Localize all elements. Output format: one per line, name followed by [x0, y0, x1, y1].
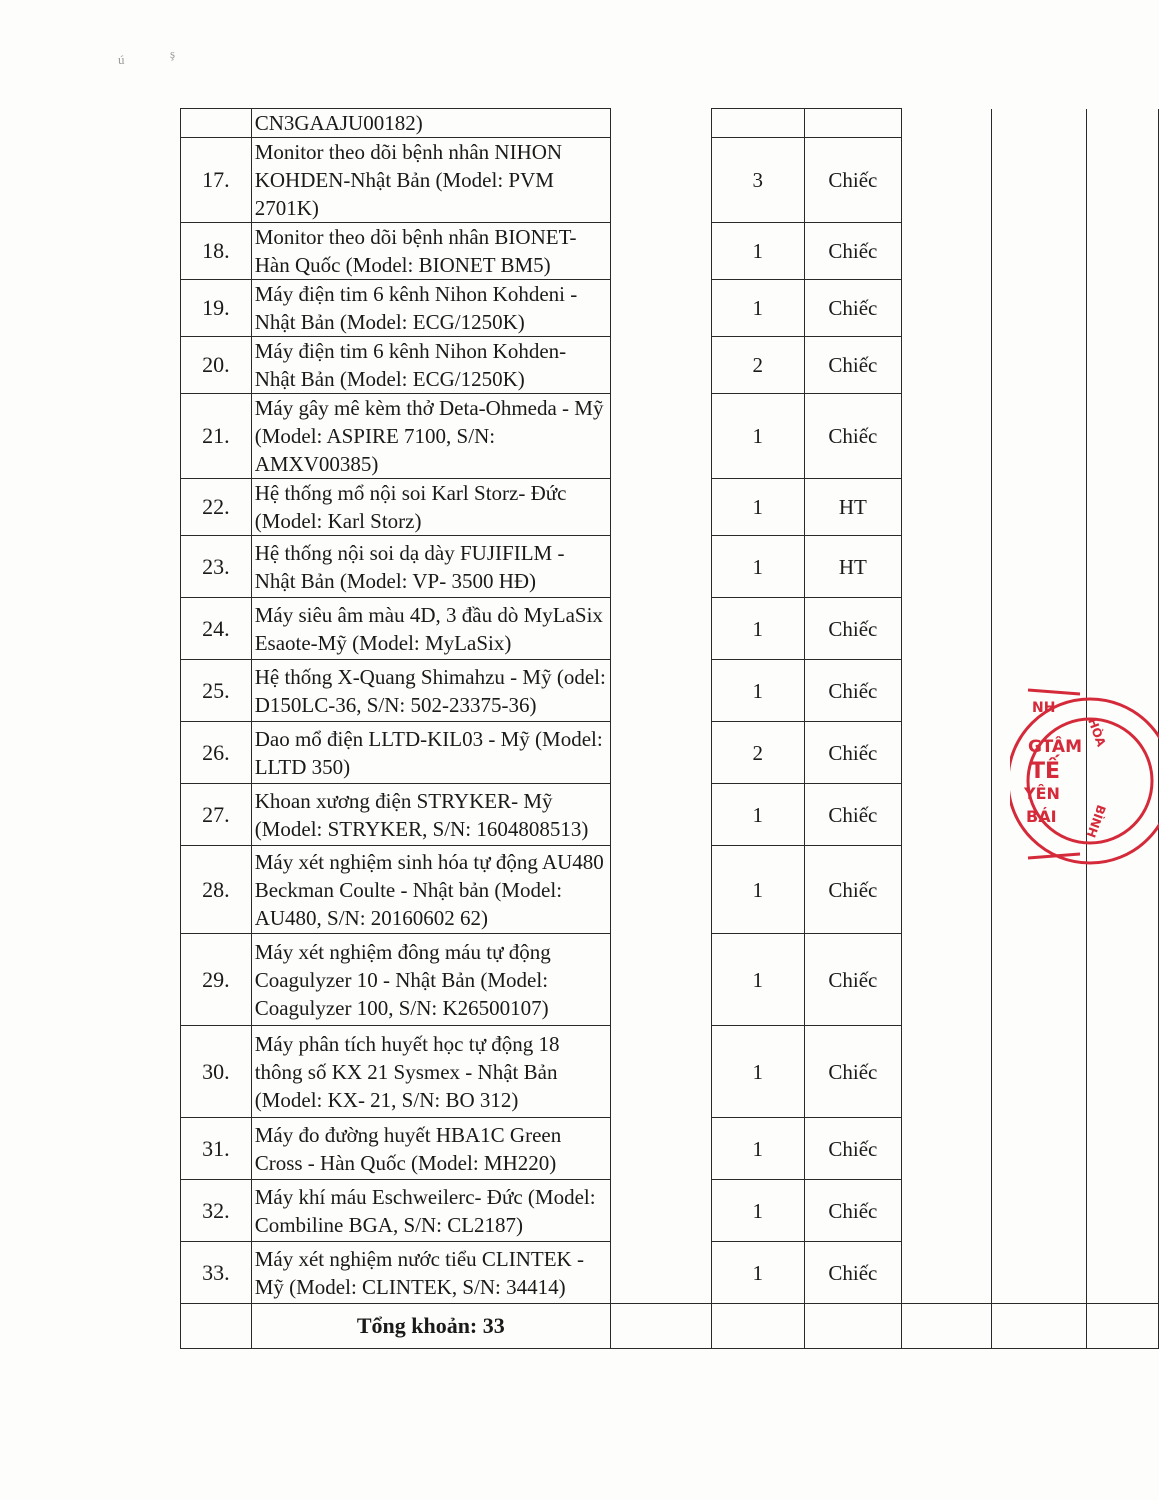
blank-cell [1086, 536, 1158, 598]
unit-cell: Chiếc [804, 223, 901, 280]
blank-cell [1086, 598, 1158, 660]
table-row [181, 138, 1159, 223]
blank-cell [1086, 109, 1158, 138]
qty-cell: 1 [711, 846, 804, 934]
blank-cell [901, 223, 991, 280]
blank-cell [610, 536, 711, 598]
total-row-cell [181, 1304, 252, 1349]
qty-cell: 2 [711, 722, 804, 784]
blank-cell [610, 138, 711, 223]
stt-cell: 21. [181, 394, 252, 479]
blank-cell [610, 660, 711, 722]
qty-cell: 3 [711, 138, 804, 223]
stt-cell: 33. [181, 1242, 252, 1304]
table-row [181, 1180, 1159, 1242]
name-cell: Dao mổ điện LLTD-KIL03 - Mỹ (Model: LLTD 350) [251, 722, 610, 784]
name-cell: Hệ thống mổ nội soi Karl Storz- Đức (Model: Karl Storz) [251, 479, 610, 536]
blank-cell [901, 394, 991, 479]
blank-cell [992, 394, 1087, 479]
unit-cell: Chiếc [804, 1118, 901, 1180]
seal-graphic [1010, 686, 1159, 876]
name-cell: Máy siêu âm màu 4D, 3 đầu dò MyLaSix Esaote-Mỹ (Model: MyLaSix) [251, 598, 610, 660]
blank-cell [610, 1118, 711, 1180]
blank-cell [610, 934, 711, 1026]
blank-cell [992, 1242, 1087, 1304]
table-row [181, 1118, 1159, 1180]
blank-cell [992, 337, 1087, 394]
unit-cell: HT [804, 536, 901, 598]
seal-text: YÊN [1024, 784, 1060, 803]
blank-cell [1086, 280, 1158, 337]
name-cell: Máy khí máu Eschweilerc- Đức (Model: Combiline BGA, S/N: CL2187) [251, 1180, 610, 1242]
blank-cell [901, 1242, 991, 1304]
blank-cell [610, 1242, 711, 1304]
stt-cell: 18. [181, 223, 252, 280]
blank-cell [901, 722, 991, 784]
total-row [181, 1304, 1159, 1349]
name-cell: Máy phân tích huyết học tự động 18 thông số KX 21 Sysmex - Nhật Bản (Model: KX- 21, S/N: BO 312) [251, 1026, 610, 1118]
total-row-cell [992, 1304, 1087, 1349]
blank-cell [901, 337, 991, 394]
stray-mark: ú [118, 52, 125, 67]
total-label: Tổng khoản: 33 [251, 1304, 610, 1349]
blank-cell [901, 280, 991, 337]
unit-cell: HT [804, 479, 901, 536]
stt-cell [181, 109, 252, 138]
table-row [181, 1242, 1159, 1304]
unit-cell: Chiếc [804, 280, 901, 337]
stt-cell: 19. [181, 280, 252, 337]
stt-cell: 28. [181, 846, 252, 934]
stt-cell: 30. [181, 1026, 252, 1118]
blank-cell [901, 1118, 991, 1180]
table-row-continued [181, 109, 1159, 138]
unit-cell: Chiếc [804, 138, 901, 223]
blank-cell [1086, 337, 1158, 394]
unit-cell [804, 109, 901, 138]
blank-cell [992, 109, 1087, 138]
blank-cell [901, 598, 991, 660]
blank-cell [610, 1026, 711, 1118]
stt-cell: 27. [181, 784, 252, 846]
blank-cell [610, 784, 711, 846]
qty-cell: 1 [711, 784, 804, 846]
blank-cell [901, 1180, 991, 1242]
blank-cell [901, 660, 991, 722]
table-row [181, 223, 1159, 280]
blank-cell [1086, 138, 1158, 223]
name-cell: Máy điện tim 6 kênh Nihon Kohdeni - Nhật Bản (Model: ECG/1250K) [251, 280, 610, 337]
unit-cell: Chiếc [804, 784, 901, 846]
unit-cell: Chiếc [804, 394, 901, 479]
stt-cell: 23. [181, 536, 252, 598]
qty-cell: 1 [711, 1026, 804, 1118]
qty-cell: 1 [711, 598, 804, 660]
stt-cell: 29. [181, 934, 252, 1026]
qty-cell: 1 [711, 1118, 804, 1180]
seal-text: GTÂM [1028, 737, 1083, 757]
name-cell: Monitor theo dõi bệnh nhân NIHON KOHDEN-Nhật Bản (Model: PVM 2701K) [251, 138, 610, 223]
name-cell: Máy gây mê kèm thở Deta-Ohmeda - Mỹ (Model: ASPIRE 7100, S/N: AMXV00385) [251, 394, 610, 479]
blank-cell [610, 223, 711, 280]
blank-cell [1086, 479, 1158, 536]
qty-cell: 1 [711, 536, 804, 598]
unit-cell: Chiếc [804, 722, 901, 784]
stt-cell: 31. [181, 1118, 252, 1180]
qty-cell: 1 [711, 1242, 804, 1304]
stt-cell: 20. [181, 337, 252, 394]
table-row [181, 394, 1159, 479]
blank-cell [992, 598, 1087, 660]
unit-cell: Chiếc [804, 846, 901, 934]
blank-cell [610, 109, 711, 138]
blank-cell [610, 337, 711, 394]
seal-text: NH [1032, 700, 1056, 716]
blank-cell [610, 280, 711, 337]
stt-cell: 26. [181, 722, 252, 784]
total-row-cell [901, 1304, 991, 1349]
blank-cell [1086, 1118, 1158, 1180]
blank-cell [992, 223, 1087, 280]
blank-cell [901, 479, 991, 536]
blank-cell [901, 109, 991, 138]
qty-cell [711, 109, 804, 138]
stt-cell: 25. [181, 660, 252, 722]
blank-cell [1086, 1180, 1158, 1242]
total-row-cell [610, 1304, 711, 1349]
total-row-cell [1086, 1304, 1158, 1349]
unit-cell: Chiếc [804, 1026, 901, 1118]
qty-cell: 1 [711, 223, 804, 280]
name-cell: Monitor theo dõi bệnh nhân BIONET- Hàn Quốc (Model: BIONET BM5) [251, 223, 610, 280]
blank-cell [1086, 394, 1158, 479]
unit-cell: Chiếc [804, 1180, 901, 1242]
table-row [181, 479, 1159, 536]
blank-cell [992, 1026, 1087, 1118]
stt-cell: 17. [181, 138, 252, 223]
blank-cell [992, 536, 1087, 598]
blank-cell [901, 536, 991, 598]
unit-cell: Chiếc [804, 660, 901, 722]
blank-cell [610, 394, 711, 479]
qty-cell: 1 [711, 934, 804, 1026]
name-cell: Hệ thống X-Quang Shimahzu - Mỹ (odel: D150LC-36, S/N: 502-23375-36) [251, 660, 610, 722]
blank-cell [992, 1180, 1087, 1242]
total-row-cell [804, 1304, 901, 1349]
blank-cell [901, 1026, 991, 1118]
qty-cell: 1 [711, 1180, 804, 1242]
blank-cell [901, 846, 991, 934]
table-row [181, 337, 1159, 394]
blank-cell [992, 138, 1087, 223]
qty-cell: 1 [711, 660, 804, 722]
blank-cell [1086, 1026, 1158, 1118]
blank-cell [610, 722, 711, 784]
table-row [181, 934, 1159, 1026]
unit-cell: Chiếc [804, 1242, 901, 1304]
blank-cell [901, 138, 991, 223]
blank-cell [992, 1118, 1087, 1180]
qty-cell: 2 [711, 337, 804, 394]
blank-cell [901, 934, 991, 1026]
blank-cell [1086, 223, 1158, 280]
blank-cell [610, 598, 711, 660]
name-cell: Hệ thống nội soi dạ dày FUJIFILM - Nhật Bản (Model: VP- 3500 HĐ) [251, 536, 610, 598]
blank-cell [992, 934, 1087, 1026]
qty-cell: 1 [711, 479, 804, 536]
unit-cell: Chiếc [804, 934, 901, 1026]
name-cell: Máy điện tim 6 kênh Nihon Kohden- Nhật Bản (Model: ECG/1250K) [251, 337, 610, 394]
unit-cell: Chiếc [804, 598, 901, 660]
blank-cell [610, 479, 711, 536]
table-row [181, 1026, 1159, 1118]
blank-cell [992, 479, 1087, 536]
qty-cell: 1 [711, 394, 804, 479]
blank-cell [992, 280, 1087, 337]
table-row [181, 598, 1159, 660]
total-row-cell [711, 1304, 804, 1349]
name-cell: Máy xét nghiệm đông máu tự động Coagulyzer 10 - Nhật Bản (Model: Coagulyzer 100, S/N: K26500107) [251, 934, 610, 1026]
qty-cell: 1 [711, 280, 804, 337]
stt-cell: 32. [181, 1180, 252, 1242]
stt-cell: 22. [181, 479, 252, 536]
name-cell: Máy xét nghiệm nước tiểu CLINTEK - Mỹ (Model: CLINTEK, S/N: 34414) [251, 1242, 610, 1304]
red-seal-stamp [1010, 686, 1159, 876]
stt-cell: 24. [181, 598, 252, 660]
name-cell: CN3GAAJU00182) [251, 109, 610, 138]
blank-cell [1086, 1242, 1158, 1304]
name-cell: Máy xét nghiệm sinh hóa tự động AU480 Beckman Coulte - Nhật bản (Model: AU480, S/N: 20160602 62) [251, 846, 610, 934]
blank-cell [610, 846, 711, 934]
blank-cell [1086, 934, 1158, 1026]
name-cell: Máy đo đường huyết HBA1C Green Cross - Hàn Quốc (Model: MH220) [251, 1118, 610, 1180]
unit-cell: Chiếc [804, 337, 901, 394]
seal-text: BÌNH [1083, 802, 1109, 840]
seal-text: HÒA [1085, 716, 1109, 749]
blank-cell [901, 784, 991, 846]
name-cell: Khoan xương điện STRYKER- Mỹ (Model: STRYKER, S/N: 1604808513) [251, 784, 610, 846]
blank-cell [610, 1180, 711, 1242]
stray-mark: ş [170, 46, 176, 61]
table-row [181, 280, 1159, 337]
table-row [181, 536, 1159, 598]
seal-text: BÁI [1026, 807, 1057, 826]
seal-text: TẾ [1030, 759, 1061, 784]
